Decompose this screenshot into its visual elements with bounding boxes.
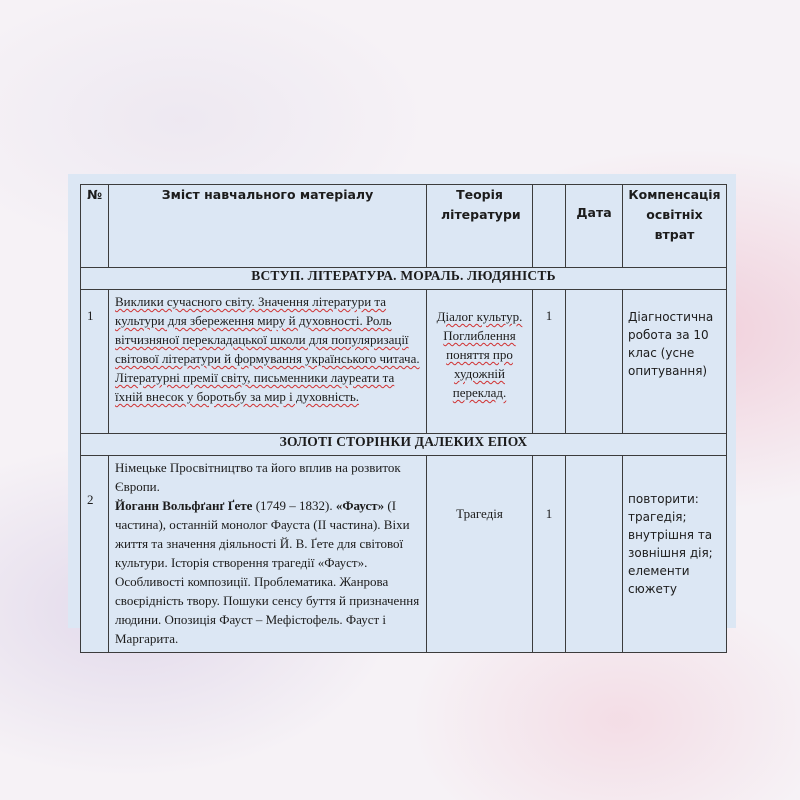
row-compensation: Діагностична робота за 10 клас (усне опитування) [623, 290, 727, 434]
author-name: Йоганн Вольфґанґ Ґете [115, 498, 253, 513]
row-theory [427, 290, 533, 434]
theory-text: Діалог культур. Поглиблення поняття про художній переклад. [436, 309, 523, 400]
header-compensation: Компенсація освітніх втрат [623, 185, 727, 268]
table-row [81, 456, 727, 653]
section-row [81, 268, 727, 290]
content-text: Виклики сучасного світу. Значення літератури та культури для збереження миру й духовності. Роль вітчизняної перекладацької школи для популяризації світової літератури й формування українського читача. Літературні премії світу, письменники лауреати та їхній внесок у боротьбу за мир і духовність. [115, 294, 420, 404]
header-date: Дата [566, 185, 623, 268]
row-number: 2 [81, 456, 109, 653]
header-content: Зміст навчального матеріалу [109, 185, 427, 268]
row-number: 1 [81, 290, 109, 434]
table-row [81, 290, 727, 434]
work-title: «Фауст» [335, 498, 385, 513]
header-theory: Теорія літератури [427, 185, 533, 268]
document-page [68, 174, 736, 646]
row-date [566, 290, 623, 434]
section-title: ВСТУП. ЛІТЕРАТУРА. МОРАЛЬ. ЛЮДЯНІСТЬ [81, 268, 727, 290]
content-intro: Німецьке Просвітництво та його вплив на розвиток Європи. [115, 460, 401, 494]
section-row [81, 434, 727, 456]
row-hours: 1 [533, 290, 566, 434]
row-date [566, 456, 623, 653]
curriculum-table [80, 184, 727, 653]
header-num: № [81, 185, 109, 268]
row-theory: Трагедія [427, 456, 533, 653]
row-compensation: повторити: трагедія; внутрішня та зовнішня дія; елементи сюжету [623, 456, 727, 653]
author-years: (1749 – 1832). [252, 498, 336, 513]
section-title: ЗОЛОТІ СТОРІНКИ ДАЛЕКИХ ЕПОХ [81, 434, 727, 456]
row-content [109, 456, 427, 653]
row-hours: 1 [533, 456, 566, 653]
content-rest: (I частина), останній монолог Фауста (II частина). Віхи життя та значення діяльності Й. В. Ґете для світової культури. Історія створення трагедії «Фауст». Особливості композиції. Проблематика. Жанрова своєрідність твору. Пошуки сенсу буття й призначення людини. Опозиція Фауст – Мефістофель. Фауст і Маргарита. [115, 498, 420, 646]
row-content [109, 290, 427, 434]
header-row [81, 185, 727, 268]
header-hours [533, 185, 566, 268]
